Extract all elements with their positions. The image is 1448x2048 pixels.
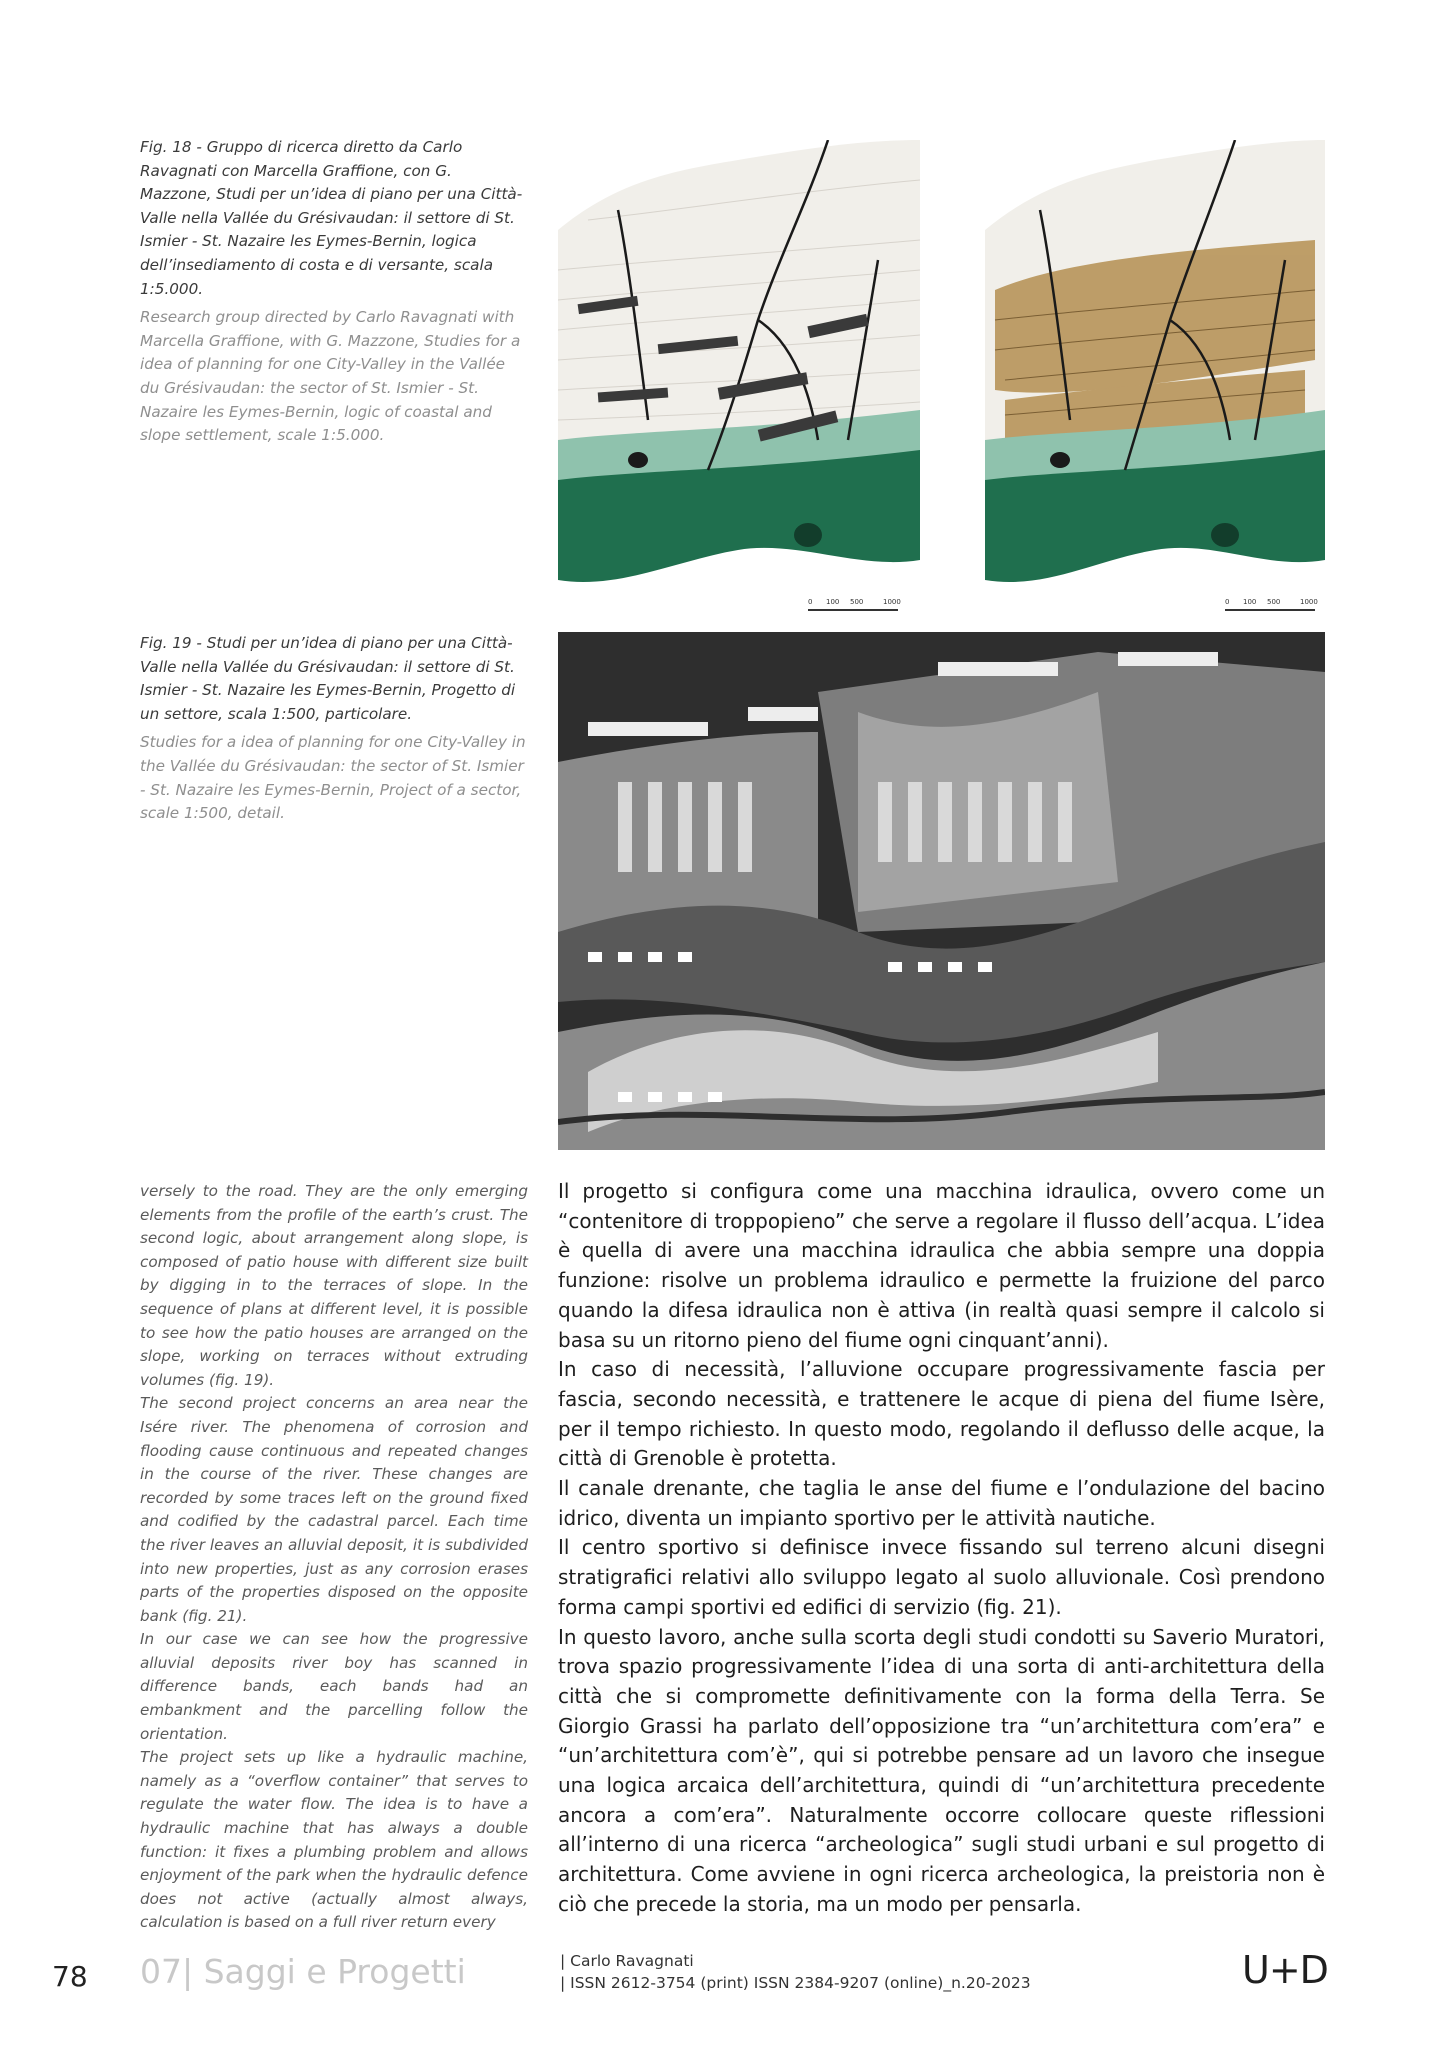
english-text-column [140,1180,528,1935]
scale-label-100: 100 [1243,598,1257,606]
page-number: 78 [52,1960,88,1993]
scale-label-500: 500 [1267,598,1281,606]
italian-paragraph-3: Il canale drenante, che taglia le anse del fiume e l’ondulazione del bacino idrico, diventa un impianto sportivo per le attività nautiche. [558,1476,1325,1530]
figure-18-caption-english: Research group directed by Carlo Ravagnati with Marcella Graffione, with G. Mazzone, Studies for a idea of planning for one City-Valley in the Vallée du Grésivaudan: the sector of St. Ismier - St. Nazaire les Eymes-Bernin, logic of coastal and slope settlement, scale 1:5.000. [140,308,521,445]
footer-info [560,1950,1031,1994]
scale-label-0: 0 [808,598,813,606]
figure-18-caption-italian: Fig. 18 - Gruppo di ricerca diretto da Carlo Ravagnati con Marcella Graffione, con G. Mazzone, Studi per un’idea di piano per una Città-Valle nella Vallée du Grésivaudan: il settore di St. Ismier - St. Nazaire les Eymes-Bernin, logica dell’insediamento di costa e di versante, scala 1:5.000. [140,138,523,298]
italian-paragraph-2: In caso di necessità, l’alluvione occupare progressivamente fascia per fascia, secondo necessità, e trattenere le acque di piena del fiume Isère, per il tempo richiesto. In questo modo, regolando il deflusso delle acque, la città di Grenoble è protetta. [558,1357,1325,1471]
italian-paragraph-4: Il centro sportivo si definisce invece fissando sul terreno alcuni disegni stratigrafici relativi allo sviluppo legato al suolo alluvionale. Così prendono forma campi sportivi ed edifici di servizio (fig. 21). [558,1535,1325,1619]
scale-label-0: 0 [1225,598,1230,606]
italian-paragraph-5: In questo lavoro, anche sulla scorta degli studi condotti su Saverio Muratori, trova spazio progressivamente l’idea di una sorta di anti-architettura della città che si compromette definitivamente con la forma della Terra. Se Giorgio Grassi ha parlato dell’opposizione tra “un’architettura com’era” e “un’architettura com’è”, qui si potrebbe pensare ad un lavoro che insegue una logica arcaica dell’architettura, quindi di “un’architettura precedente ancora a com’era”. Naturalmente occorre collocare queste riflessioni all’interno di una ricerca “archeologica” sugli studi urbani e sul progetto di architettura. Come avviene in ogni ricerca archeologica, la preistoria non è ciò che precede la storia, ma un modo per pensarla. [558,1624,1325,1916]
figure-19-caption-italian: Fig. 19 - Studi per un’idea di piano per una Città-Valle nella Vallée du Grésivaudan: il settore di St. Ismier - St. Nazaire les Eymes-Bernin, Progetto di un settore, scala 1:500, particolare. [140,634,516,723]
figure-19-site-plan [558,632,1325,1150]
figure-18-caption [140,136,528,448]
footer-author: | Carlo Ravagnati [560,1952,694,1970]
figure-19-caption-english: Studies for a idea of planning for one City-Valley in the Vallée du Grésivaudan: the sector of St. Ismier - St. Nazaire les Eymes-Bernin, Project of a sector, scale 1:500, detail. [140,733,526,823]
scale-label-500: 500 [850,598,864,606]
map-left-svg [558,140,920,618]
footer-issn: | ISSN 2612-3754 (print) ISSN 2384-9207 (online)_n.20-2023 [560,1974,1031,1992]
english-paragraph-4: The project sets up like a hydraulic machine, namely as a “overflow container” that serves to regulate the water flow. The idea is to have a hydraulic machine that has always a double function: it fixes a plumbing problem and allows enjoyment of the park when the hydraulic defence does not active (actually almost always, calculation is based on a full river return every [140,1748,528,1932]
scale-label-100: 100 [826,598,840,606]
english-paragraph-1: versely to the road. They are the only emerging elements from the profile of the earth’s crust. The second logic, about arrangement along slope, is composed of patio house with different size built by digging in to the terraces of slope. In the sequence of plans at different level, it is possible to see how the patio houses are arranged on the slope, working on terraces without extruding volumes (fig. 19). [140,1182,528,1389]
figure-18-map-right [985,140,1325,618]
figure-19-caption [140,632,528,826]
italian-paragraph-1: Il progetto si configura come una macchina idraulica, ovvero come un “contenitore di troppopieno” che serve a regolare il flusso dell’acqua. L’idea è quella di avere una macchina idraulica che abbia sempre una doppia funzione: risolve un problema idraulico e permette la fruizione del parco quando la difesa idraulica non è attiva (in realtà quasi sempre il calcolo si basa su un ritorno pieno del fiume ogni cinquant’anni). [558,1179,1325,1352]
italian-text-column [558,1177,1325,1920]
scale-label-1000: 1000 [883,598,901,606]
english-paragraph-2: The second project concerns an area near the Isére river. The phenomena of corrosion and flooding cause continuous and repeated changes in the course of the river. These changes are recorded by some traces left on the ground fixed and codified by the cadastral parcel. Each time the river leaves an alluvial deposit, it is subdivided into new properties, just as any corrosion erases parts of the properties disposed on the opposite bank (fig. 21). [140,1394,528,1625]
map-right-svg [985,140,1325,618]
journal-logo: U+D [1242,1948,1328,1992]
site-plan-svg [558,632,1325,1150]
scale-label-1000: 1000 [1300,598,1318,606]
english-paragraph-3: In our case we can see how the progressive alluvial deposits river boy has scanned in difference bands, each bands had an embankment and the parcelling follow the orientation. [140,1630,528,1743]
figure-18-map-left [558,140,920,618]
section-label: 07| Saggi e Progetti [140,1952,466,1991]
